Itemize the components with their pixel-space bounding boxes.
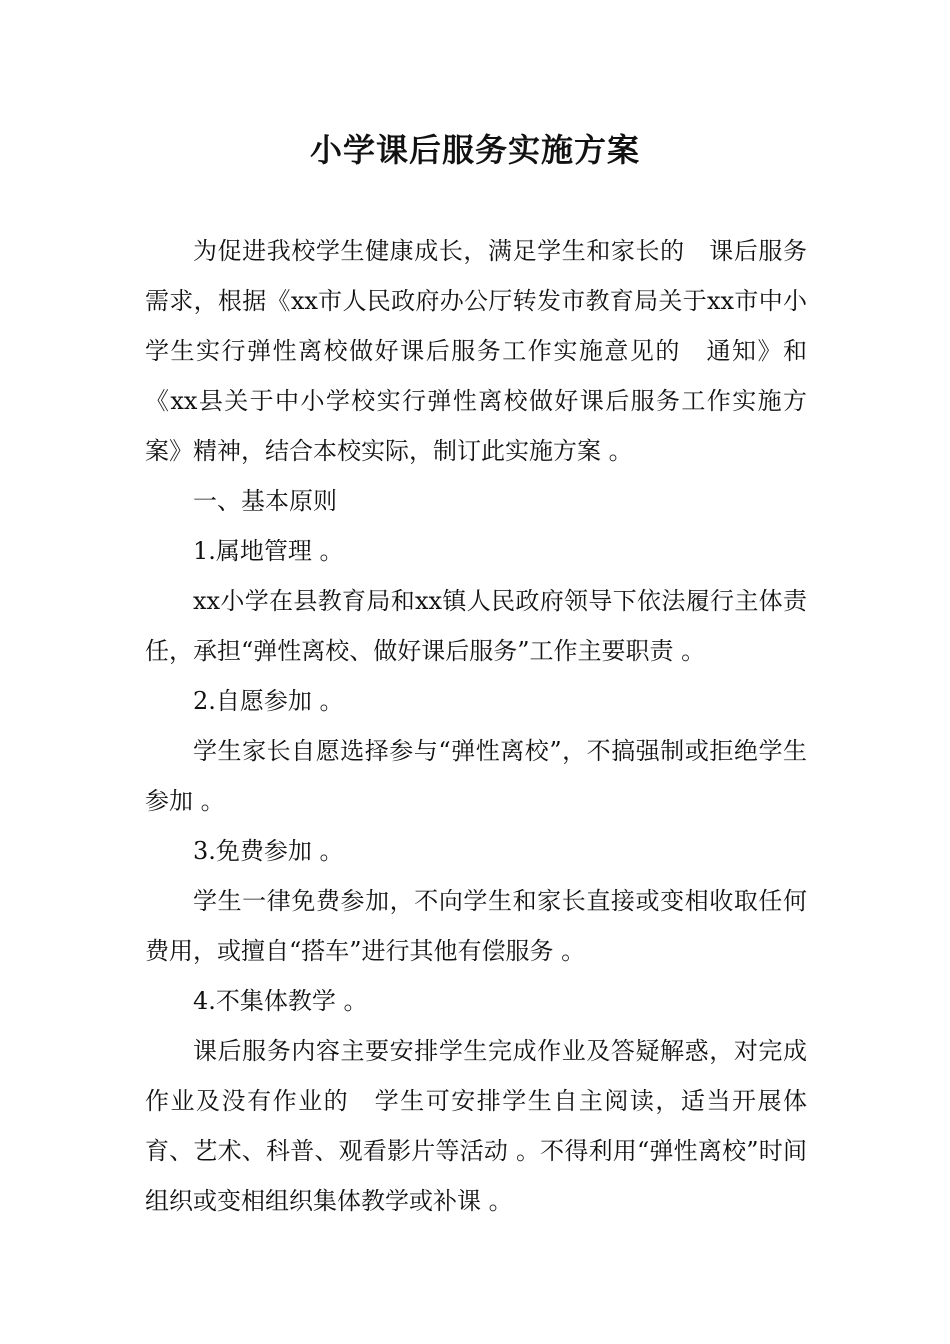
principle-text-1: xx小学在县教育局和xx镇人民政府领导下依法履行主体责任，承担“弹性离校、做好课后服务”工作主要职责 。 [145, 587, 807, 665]
principle-text-3: 学生一律免费参加，不向学生和家长直接或变相收取任何费用，或擅自“搭车”进行其他有偿服务 。 [145, 887, 807, 965]
principle-heading-1: 1.属地管理 。 [193, 537, 344, 565]
intro-paragraph: 为促进我校学生健康成长，满足学生和家长的 课后服务需求，根据《xx市人民政府办公厅转发市教育局关于xx市中小学生实行弹性离校做好课后服务工作实施意见的 通知》和《xx县关于中小学校实行弹性离校做好课后服务工作实施方案》精神，结合本校实际，制订此实施方案 。 [145, 237, 807, 465]
document-body [145, 226, 807, 1226]
principle-text-2: 学生家长自愿选择参与“弹性离校”，不搞强制或拒绝学生参加 。 [145, 737, 807, 815]
principle-heading-2: 2.自愿参加 。 [193, 687, 344, 715]
principle-heading-3: 3.免费参加 。 [193, 837, 344, 865]
principle-heading-4: 4.不集体教学 。 [193, 987, 368, 1015]
principle-text-4: 课后服务内容主要安排学生完成作业及答疑解惑，对完成作业及没有作业的 学生可安排学生自主阅读，适当开展体育、艺术、科普、观看影片等活动 。不得利用“弹性离校”时间组织或变相组织集体教学或补课 。 [145, 1037, 807, 1215]
section-heading-basic-principles: 一、基本原则 [193, 487, 337, 515]
document-title: 小学课后服务实施方案 [309, 131, 640, 169]
